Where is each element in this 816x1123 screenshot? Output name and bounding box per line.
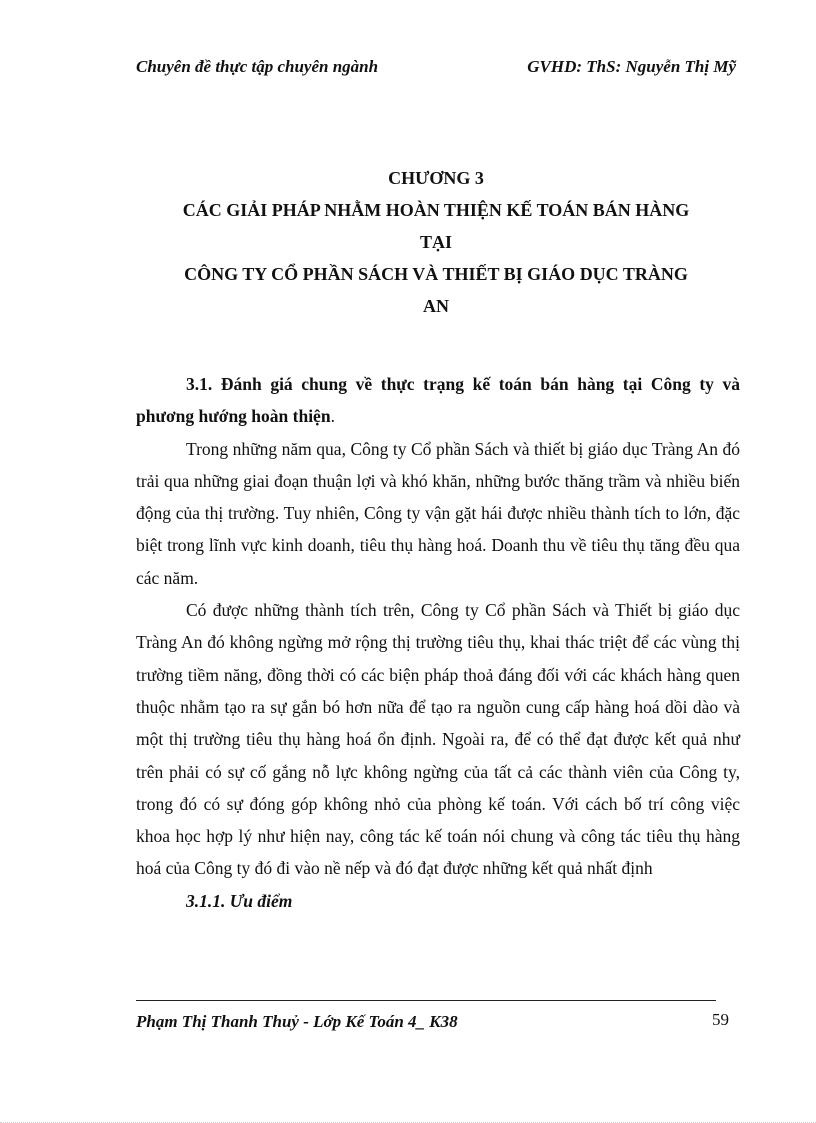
chapter-title-line-1: CÁC GIẢI PHÁP NHẰM HOÀN THIỆN KẾ TOÁN BÁN HÀNG: [182, 200, 690, 220]
header-supervisor: GVHD: ThS: Nguyễn Thị Mỹ: [527, 57, 736, 76]
header-course-title: Chuyên đề thực tập chuyên ngành: [136, 57, 379, 76]
paragraph-2: Có được những thành tích trên, Công ty Cổ phần Sách và Thiết bị giáo dục Tràng An đó không ngừng mở rộng thị trường tiêu thụ, khai thác triệt để các vùng thị trường tiềm năng, đồng thời có các biện pháp thoả đáng đối với các khách hàng quen thuộc nhằm tạo ra sự gắn bó hơn nữa để tạo ra nguồn cung cấp hàng hoá dồi dào và một thị trường tiêu thụ hàng hoá ổn định. Ngoài ra, để có thể đạt được kết quả như trên phải có sự cố gắng nỗ lực không ngừng của tất cả các thành viên của Công ty, trong đó có sự đóng góp không nhỏ của phòng kế toán. Với cách bố trí công việc khoa học hợp lý như hiện nay, công tác kế toán nói chung và công tác tiêu thụ hàng hoá của Công ty đó đi vào nề nếp và đó đạt được những kết quả nhất định: [136, 600, 740, 879]
chapter-title-line-3: CÔNG TY CỔ PHẦN SÁCH VÀ THIẾT BỊ GIÁO DỤC TRÀNG: [184, 264, 688, 284]
section-title: 3.1. Đánh giá chung về thực trạng kế toán bán hàng tại Công ty và phương hướng hoàn thiện: [136, 374, 740, 427]
subsection-title: 3.1.1. Ưu điểm: [186, 890, 293, 911]
page-header: [136, 57, 736, 83]
chapter-heading: [136, 162, 736, 322]
section-heading: [136, 368, 740, 433]
paragraph-1: Trong những năm qua, Công ty Cổ phần Sách và thiết bị giáo dục Tràng An đó trải qua những giai đoạn thuận lợi và khó khăn, những bước thăng trầm và nhiều biến động của thị trường. Tuy nhiên, Công ty vận gặt hái được nhiều thành tích to lớn, đặc biệt trong lĩnh vực kinh doanh, tiêu thụ hàng hoá. Doanh thu về tiêu thụ tăng đều qua các năm.: [136, 438, 740, 588]
footer-divider: [136, 1000, 716, 1001]
chapter-title-line-4: AN: [423, 296, 449, 316]
section-title-end: .: [330, 406, 335, 427]
page-number: 59: [712, 1010, 729, 1029]
chapter-title-line-2: TẠI: [419, 232, 452, 252]
chapter-number: CHƯƠNG 3: [388, 168, 484, 188]
body-text: [136, 368, 740, 917]
footer-author: Phạm Thị Thanh Thuỷ - Lớp Kế Toán 4_ K38: [136, 1012, 458, 1031]
